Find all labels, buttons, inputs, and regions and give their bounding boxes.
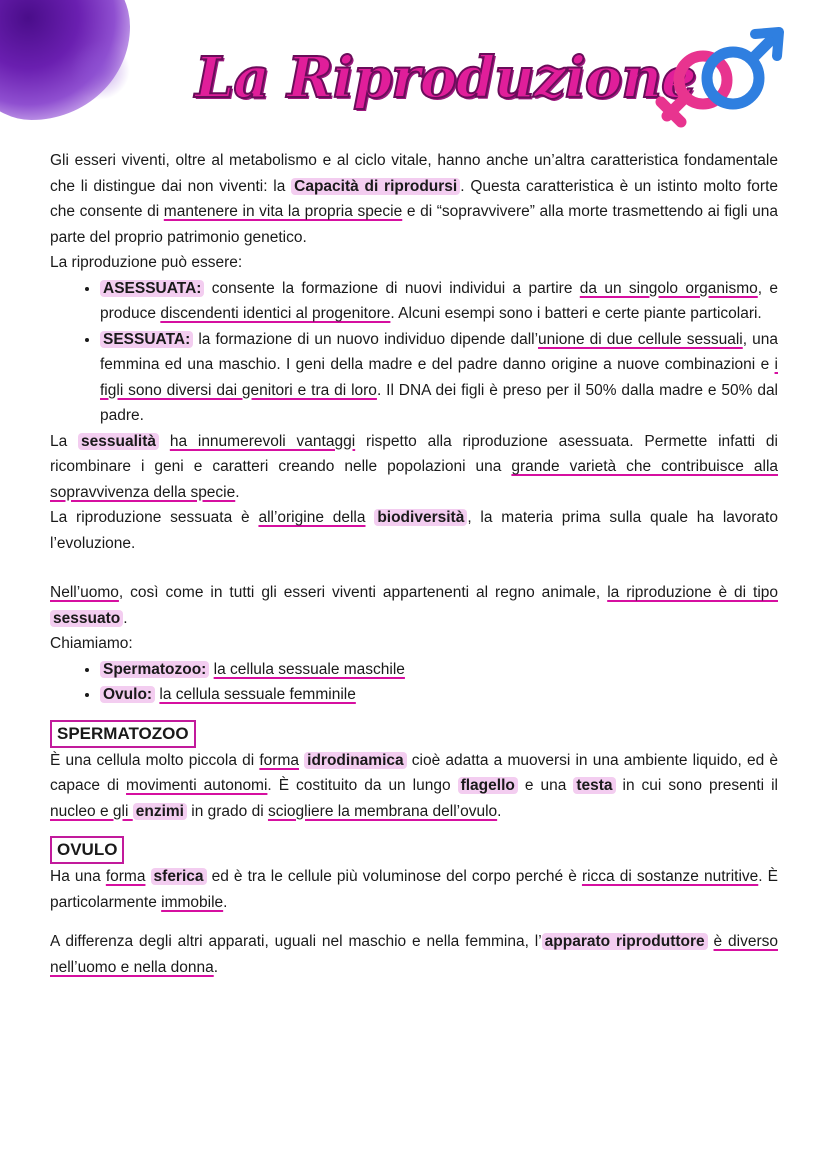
text xyxy=(159,433,170,450)
text: in grado di xyxy=(186,802,268,820)
sperm-paragraph xyxy=(50,748,778,825)
highlight: ASESSUATA: xyxy=(100,280,204,297)
highlight: sessuato xyxy=(50,610,123,627)
gender-symbols-icon xyxy=(655,22,795,132)
text: . Questa caratteristica è un istinto molto forte che consente di xyxy=(50,177,779,220)
sexuality-paragraph xyxy=(50,429,778,506)
highlight: SESSUATA: xyxy=(100,331,193,348)
page-title: La Riproduzione xyxy=(195,45,696,111)
underline: unione di due cellule sessuali xyxy=(538,330,743,348)
highlight: apparato riproduttore xyxy=(542,933,708,950)
spacer xyxy=(50,824,778,832)
text: . xyxy=(497,802,502,820)
text: La riproduzione sessuata è xyxy=(50,509,259,526)
reproduction-types-list xyxy=(50,276,778,429)
underline: la cellula sessuale femminile xyxy=(159,686,356,703)
highlight: testa xyxy=(573,777,615,794)
text: la formazione di un nuovo individuo dipende dall’ xyxy=(193,330,539,348)
text: Ha una xyxy=(50,868,106,885)
underline: ricca di sostanze nutritive xyxy=(581,868,759,885)
underline: è diverso nell’uomo e nella donna xyxy=(50,933,778,976)
section-title-ovulo: OVULO xyxy=(50,836,124,864)
underline: nucleo e gli xyxy=(50,802,133,820)
underline: all’origine della xyxy=(258,509,366,526)
underline: mantenere in vita la propria specie xyxy=(163,203,403,220)
text: . xyxy=(223,893,228,911)
text: . È particolarmente xyxy=(50,868,778,911)
highlight: idrodinamica xyxy=(304,752,406,769)
intro-paragraph xyxy=(50,148,778,250)
text: e di “sopravvivere” alla morte trasmettendo ai figli una parte del proprio patrimonio genetico. xyxy=(50,203,779,246)
text: in cui sono presenti il xyxy=(615,777,778,794)
highlight: biodiversità xyxy=(374,509,467,526)
text: consente la formazione di nuovi individui a partire xyxy=(204,279,580,297)
spacer xyxy=(50,708,778,716)
purple-ink-splash xyxy=(70,40,130,100)
underline: discendenti identici al progenitore xyxy=(160,305,391,322)
text: , così come in tutti gli esseri viventi appartenenti al regno animale, xyxy=(118,584,608,601)
list-item xyxy=(100,327,778,429)
ovum-paragraph xyxy=(50,864,778,915)
human-paragraph xyxy=(50,580,778,631)
spacer xyxy=(50,556,778,580)
text xyxy=(366,509,375,526)
closing-paragraph xyxy=(50,929,778,980)
underline: forma xyxy=(259,751,299,769)
text: e una xyxy=(517,777,574,794)
text: La xyxy=(50,432,79,450)
text: Gli esseri viventi, oltre al metabolismo e al ciclo vitale, hanno anche un’altra caratteristica fondamentale che li distingue dai non viventi: la xyxy=(50,152,778,195)
call-label: Chiamiamo: xyxy=(50,635,133,652)
text: . Alcuni esempi sono i batteri e certe piante particolari. xyxy=(390,305,762,322)
text: ed è tra le cellule più voluminose del corpo perché è xyxy=(206,868,582,885)
list-item xyxy=(100,682,778,708)
underline: da un singolo organismo xyxy=(579,279,758,297)
biodiversity-paragraph xyxy=(50,505,778,556)
text: A differenza degli altri apparati, uguali nel maschio e nella femmina, l’ xyxy=(50,933,542,950)
list-item xyxy=(100,657,778,683)
types-intro: La riproduzione può essere: xyxy=(50,254,243,271)
text: , e produce xyxy=(100,279,779,322)
text: . xyxy=(235,483,240,501)
text: cioè adatta a muoversi in una ambiente liquido, ed è capace di xyxy=(50,751,778,794)
highlight: sessualità xyxy=(78,433,159,450)
underline: la cellula sessuale maschile xyxy=(213,660,405,678)
highlight: flagello xyxy=(458,777,518,794)
list-item xyxy=(100,276,778,327)
text: . xyxy=(213,958,219,976)
spacer xyxy=(50,915,778,929)
text: . xyxy=(123,609,128,627)
highlight: Capacità di riprodursi xyxy=(291,178,460,195)
underline: ha innumerevoli vantaggi xyxy=(169,432,356,450)
highlight: Ovulo: xyxy=(100,686,155,703)
underline: immobile xyxy=(161,893,224,911)
highlight: sferica xyxy=(151,868,207,885)
underline: grande varietà che contribuisce alla sopravvivenza della specie xyxy=(50,458,779,501)
cells-list xyxy=(50,657,778,708)
underline: Nell’uomo xyxy=(50,584,119,601)
underline: forma xyxy=(105,868,146,885)
underline: la riproduzione è di tipo xyxy=(607,584,778,601)
page-content xyxy=(50,148,778,980)
text xyxy=(145,868,150,885)
underline: i figli sono diversi dai genitori e tra di loro xyxy=(100,356,778,399)
text: È una cellula molto piccola di xyxy=(50,751,260,769)
section-title-spermatozoo: SPERMATOZOO xyxy=(50,720,196,748)
text: , una femmina ed una maschio. I geni della madre e del padre danno origine a nuove combinazioni e xyxy=(100,330,778,373)
text: rispetto alla riproduzione asessuata. Permette infatti di ricombinare i geni e caratteri creando nelle popolazioni una xyxy=(50,432,778,475)
underline: sciogliere la membrana dell’ovulo xyxy=(267,802,498,820)
text: . È costituito da un lungo xyxy=(267,777,458,794)
text: . Il DNA dei figli è preso per il 50% dalla madre e 50% dal padre. xyxy=(100,381,779,424)
underline: movimenti autonomi xyxy=(126,777,268,794)
highlight: Spermatozoo: xyxy=(100,661,209,678)
text: , la materia prima sulla quale ha lavorato l’evoluzione. xyxy=(50,509,778,552)
highlight: enzimi xyxy=(133,803,187,820)
